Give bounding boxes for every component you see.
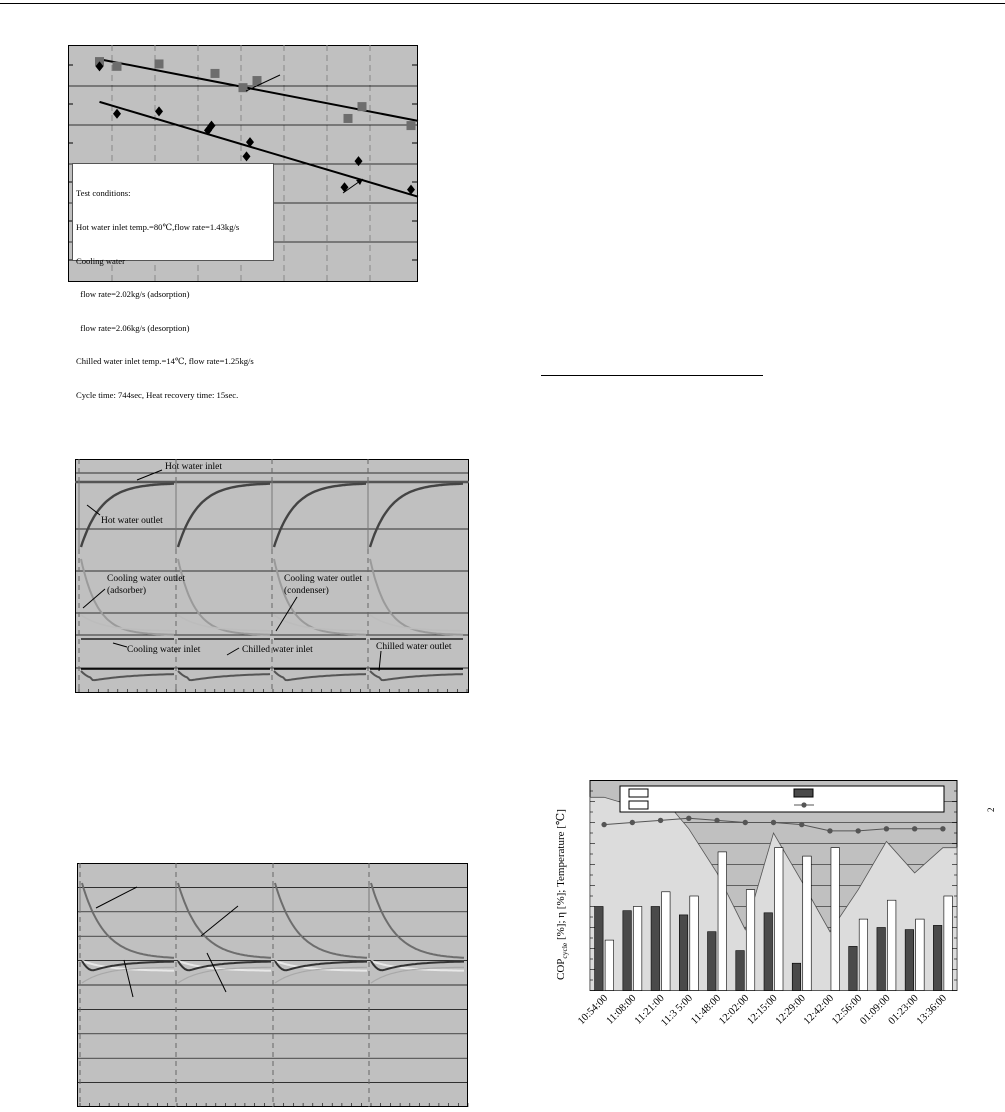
test-condition-line: Cycle time: 744sec, Heat recovery time: 15sec.: [76, 390, 239, 401]
bar-dark: [708, 932, 717, 991]
data-point-square: [155, 59, 164, 68]
bar-white: [803, 856, 812, 990]
temperature-point: [912, 826, 917, 831]
bar-white: [718, 852, 727, 991]
legend-line-marker: [801, 802, 806, 807]
bar-white: [605, 940, 614, 990]
x-tick-label: 12:29:00: [773, 992, 808, 1028]
figure3-temperature-profile-chart: [77, 863, 469, 1108]
data-point-square: [358, 102, 367, 111]
label-cooling-outlet-adsorber-2: (adsorber): [107, 586, 147, 596]
page-fragment-number: 2: [986, 807, 996, 812]
figure4-y-axis-label: $COP_{cycle}$ [%]; η [%]; Temperature [℃]: [555, 809, 569, 980]
figure4-legend: [620, 786, 944, 812]
temperature-point: [714, 818, 719, 823]
bar-white: [662, 892, 671, 991]
x-tick-label: 13:36:00: [914, 992, 950, 1028]
data-point-square: [344, 114, 353, 123]
bar-white: [916, 919, 925, 990]
temperature-point: [827, 828, 832, 833]
label-cooling-water-inlet: Cooling water inlet: [127, 645, 201, 655]
legend-swatch-dark: [794, 789, 813, 797]
test-condition-line: Chilled water inlet temp.=14℃, flow rate=1.25kg/s: [76, 356, 254, 367]
temperature-point: [884, 826, 889, 831]
legend-swatch-white-1: [629, 789, 648, 797]
temperature-point: [771, 820, 776, 825]
bar-white: [859, 919, 868, 990]
bar-dark: [792, 963, 801, 990]
temperature-point: [686, 816, 691, 821]
figure4-cop-bar-chart: [528, 780, 968, 1070]
temperature-point: [940, 826, 945, 831]
label-hot-water-outlet: Hot water outlet: [101, 516, 163, 526]
bar-white: [775, 848, 784, 991]
figure2-temperature-profile-chart: [75, 459, 470, 695]
bar-white: [944, 896, 953, 991]
label-hot-water-inlet: Hot water inlet: [165, 462, 222, 472]
bar-dark: [736, 951, 745, 991]
x-tick-label: 12:56:00: [830, 992, 865, 1028]
figure1-test-conditions-box: [72, 163, 274, 401]
test-conditions-title: Test conditions:: [76, 188, 131, 199]
bar-white: [633, 907, 642, 991]
x-tick-label: 11:48:00: [689, 992, 724, 1027]
bar-white: [746, 890, 755, 991]
temperature-point: [658, 818, 663, 823]
x-tick-label: 12:42:00: [801, 992, 837, 1028]
bar-dark: [933, 925, 942, 990]
data-point-square: [253, 76, 262, 85]
bar-white: [887, 900, 896, 990]
x-tick-label: 12:02:00: [717, 992, 752, 1028]
x-tick-label: 01:09:00: [858, 992, 893, 1028]
bar-white: [831, 848, 840, 991]
data-point-square: [407, 121, 416, 130]
bar-dark: [849, 946, 858, 990]
bar-dark: [623, 911, 632, 991]
section-heading-underline: [541, 375, 763, 376]
legend-box: [620, 786, 944, 812]
label-cooling-outlet-condenser: Cooling water outlet: [284, 574, 363, 584]
page-header-rule: [0, 3, 1005, 4]
x-tick-label: 12:15:00: [745, 992, 780, 1028]
test-condition-line: Cooling water: [76, 255, 125, 266]
bar-dark: [877, 928, 886, 991]
bar-dark: [905, 930, 914, 991]
figure4-x-tick-labels: [576, 993, 949, 1029]
data-point-square: [113, 62, 122, 71]
data-point-square: [211, 69, 220, 78]
test-condition-line: flow rate=2.06kg/s (desorption): [76, 322, 190, 333]
test-condition-line: flow rate=2.02kg/s (adsorption): [76, 289, 190, 300]
bar-dark: [595, 907, 604, 991]
x-tick-label: 11:08:00: [604, 992, 639, 1027]
x-tick-label: 11:3 5:00: [659, 992, 695, 1029]
bar-dark: [679, 915, 688, 991]
temperature-point: [601, 822, 606, 827]
temperature-point: [630, 820, 635, 825]
temperature-point: [855, 828, 860, 833]
x-tick-label: 01:23:00: [886, 992, 921, 1028]
x-tick-label: 10:54:00: [576, 992, 611, 1028]
label-chilled-water-outlet: Chilled water outlet: [376, 642, 452, 652]
temperature-point: [799, 822, 804, 827]
label-chilled-water-inlet: Chilled water inlet: [242, 645, 313, 655]
temperature-point: [743, 820, 748, 825]
bar-dark: [764, 913, 773, 991]
label-cooling-outlet-condenser-2: (condenser): [284, 586, 329, 596]
x-tick-label: 11:21:00: [632, 992, 667, 1027]
bar-dark: [651, 907, 660, 991]
label-cooling-outlet-adsorber: Cooling water outlet: [107, 574, 186, 584]
legend-swatch-white-2: [629, 801, 648, 809]
test-condition-line: Hot water inlet temp.=80℃,flow rate=1.43kg/s: [76, 222, 240, 233]
bar-white: [690, 896, 699, 991]
